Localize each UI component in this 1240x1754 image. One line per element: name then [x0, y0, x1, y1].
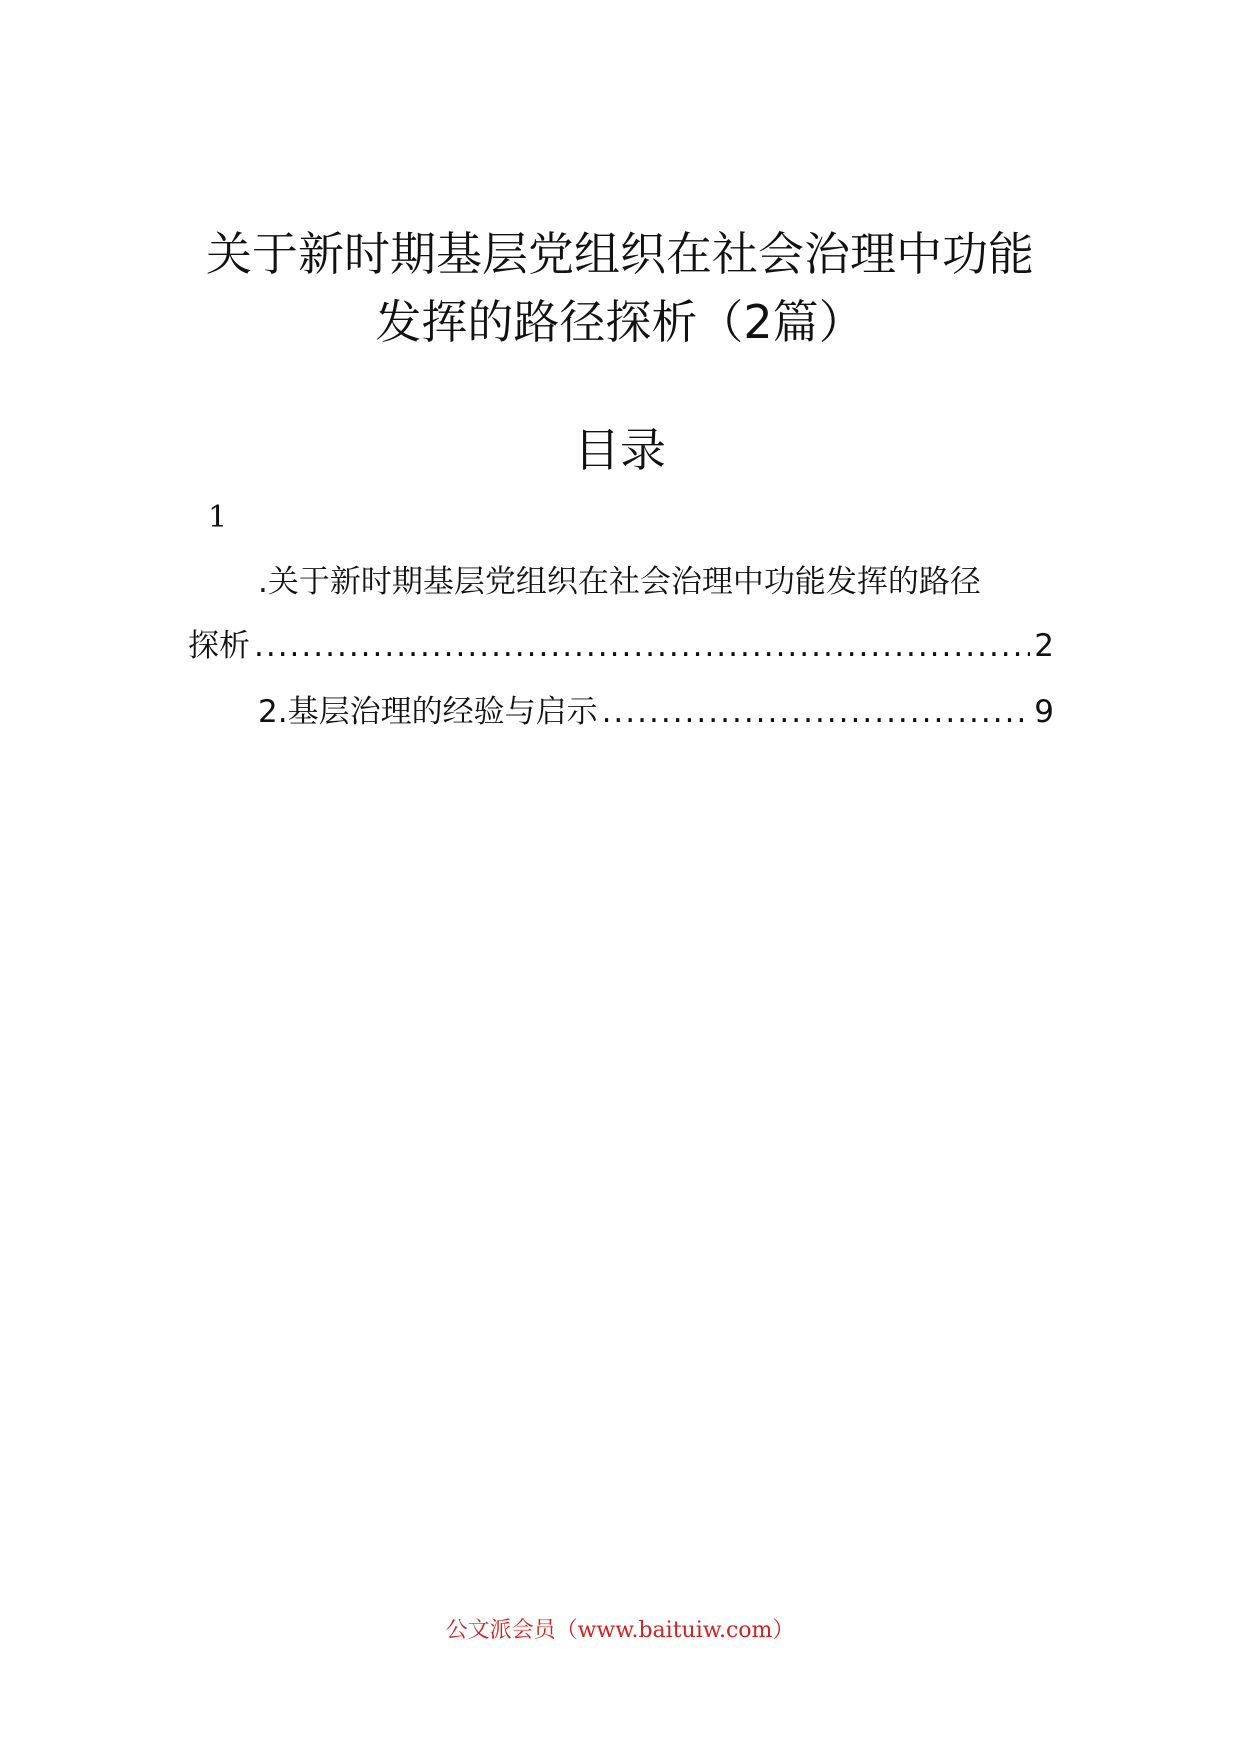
- toc-entry-2-page: 9: [1034, 694, 1054, 730]
- dot-leader: [254, 624, 1030, 668]
- title-line-1: 关于新时期基层党组织在社会治理中功能: [206, 227, 1034, 281]
- title-line-2: 发挥的路径探析（2篇）: [375, 295, 865, 349]
- toc-entry-1-title[interactable]: .关于新时期基层党组织在社会治理中功能发挥的路径: [258, 564, 981, 600]
- toc-entry-2-title: 2.基层治理的经验与启示: [258, 694, 598, 730]
- toc-entry-1-page: 2: [1034, 628, 1054, 664]
- toc-entry-1-title-continued: 探析: [188, 628, 250, 664]
- document-title: [140, 220, 1100, 356]
- toc-entry-2[interactable]: [258, 690, 1054, 734]
- dot-leader: [602, 690, 1031, 734]
- toc-heading: 目录: [574, 423, 666, 477]
- footer-watermark: 公文派会员（www.baituiw.com）: [445, 1618, 795, 1643]
- toc-entry-number: 1: [208, 500, 228, 535]
- toc-entry-1[interactable]: [188, 624, 1054, 668]
